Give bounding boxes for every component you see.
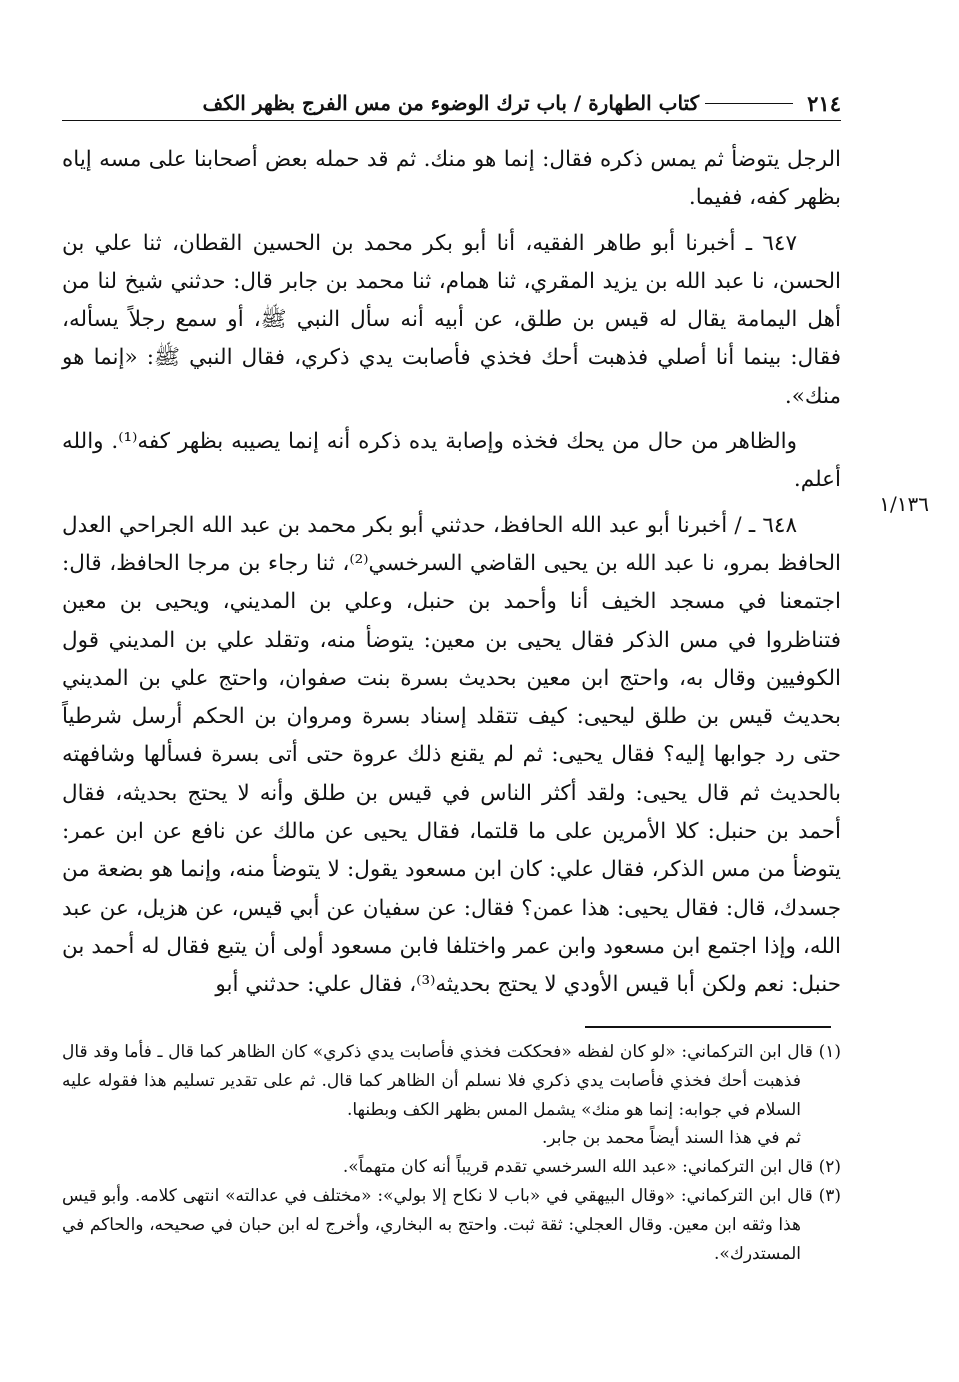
margin-reference: ١/١٣٦ [879, 492, 929, 516]
footnotes [62, 1038, 841, 1268]
paragraph: والظاهر من حال من يحك فخذه وإصابة يده ذكره أنه إنما يصيبه بظهر كفه⁽¹⁾. والله أعلم. [62, 429, 841, 493]
paragraph: الرجل يتوضأ ثم يمس ذكره فقال: إنما هو منك. ثم قد حمله بعض أصحابنا على مسه إياه بظهر كفه، ففيما. [62, 147, 841, 211]
footnote-1: (١) قال ابن التركماني: «لو كان لفظه «فحككت فخذي فأصابت يدي ذكري» كان الظاهر كما قال ـ فأما وقد قال فذهبت أحك فخذي فأصابت يدي ذكري فلا نسلم أن الظاهر كما قال. ثم على تقدير تسليم هذا فقوله عليه السلام في جوابه: إنما هو منك» يشمل المس بظهر الكف وبطنها. [62, 1042, 841, 1120]
running-title: كتاب الطهارة / باب ترك الوضوء من مس الفرج بظهر الكف [202, 91, 700, 115]
footnote-1-continuation: ثم في هذا السند أيضاً محمد بن جابر. [542, 1128, 801, 1149]
running-header [62, 86, 841, 121]
hadith-647: ٦٤٧ ـ أخبرنا أبو طاهر الفقيه، أنا أبو بكر محمد بن الحسين القطان، ثنا علي بن الحسن، نا عبد الله بن يزيد المقري، ثنا همام، ثنا محمد بن جابر قال: حدثني شيخ لنا من أهل اليمامة يقال له قيس بن طلق، عن أبيه أنه سأل النبي ﷺ، أو سمع رجلاً يسأله، فقال: بينما أنا أصلي فذهبت أحك فخذي فأصابت يدي ذكري، فقال النبي ﷺ: «إنما هو منك». [62, 230, 841, 409]
footnote-3: (٣) قال ابن التركماني: «وقال البيهقي في «باب لا نكاح إلا بولي»: «مختلف في عدالته» انتهى كلامه. وأبو قيس هذا وثقه ابن معين. وقال العجلي: ثقة ثبت. واحتج به البخاري، وأخرج له ابن حبان في صحيحه، والحاكم في المستدرك». [62, 1185, 841, 1264]
footnote-separator [585, 1026, 831, 1028]
main-text [62, 141, 841, 1012]
header-dash-rule [705, 103, 793, 104]
page-number: ٢١٤ [807, 90, 841, 116]
hadith-648: ٦٤٨ ـ / أخبرنا أبو عبد الله الحافظ، حدثني أبو بكر محمد بن عبد الله الجراحي العدل الحافظ بمرو، نا عبد الله بن يحيى القاضي السرخسي⁽²⁾، ثنا رجاء بن مرجا الحافظ، قال: اجتمعنا في مسجد الخيف أنا وأحمد بن حنبل، وعلي بن المديني، ويحيى بن معين فتناظروا في مس الذكر فقال يحيى بن معين: يتوضأ منه، وتقلد علي بن المديني قول الكوفيين وقال به، واحتج ابن معين بحديث بسرة بنت صفوان، واحتج علي بن المديني بحديث قيس بن طلق ليحيى: كيف تتقلد إسناد بسرة ومروان بن الحكم أرسل شرطياً حتى رد جوابها إليه؟ فقال يحيى: ثم لم يقنع ذلك عروة حتى أتى بسرة فسألها وشافهته بالحديث ثم قال يحيى: ولقد أكثر الناس في قيس بن طلق وأنه لا يحتج بحديثه، فقال أحمد بن حنبل: كلا الأمرين على ما قلتما، فقال يحيى عن مالك عن نافع عن ابن عمر: يتوضأ من مس الذكر، فقال علي: كان ابن مسعود يقول: لا يتوضأ منه، وإنما هو بضعة من جسدك، قال: فقال يحيى: هذا عمن؟ فقال: عن سفيان عن أبي قيس، عن هزيل، عن عبد الله، وإذا اجتمع ابن مسعود وابن عمر واختلفا فابن مسعود أولى أن يتبع فقال له أحمد بن حنبل: نعم ولكن أبا قيس الأودي لا يحتج بحديثه⁽³⁾، فقال علي: حدثني أبو [62, 512, 841, 998]
footnote-2: (٢) قال ابن التركماني: «عبد الله السرخسي تقدم قريباً أنه كان متهماً». [342, 1157, 841, 1178]
